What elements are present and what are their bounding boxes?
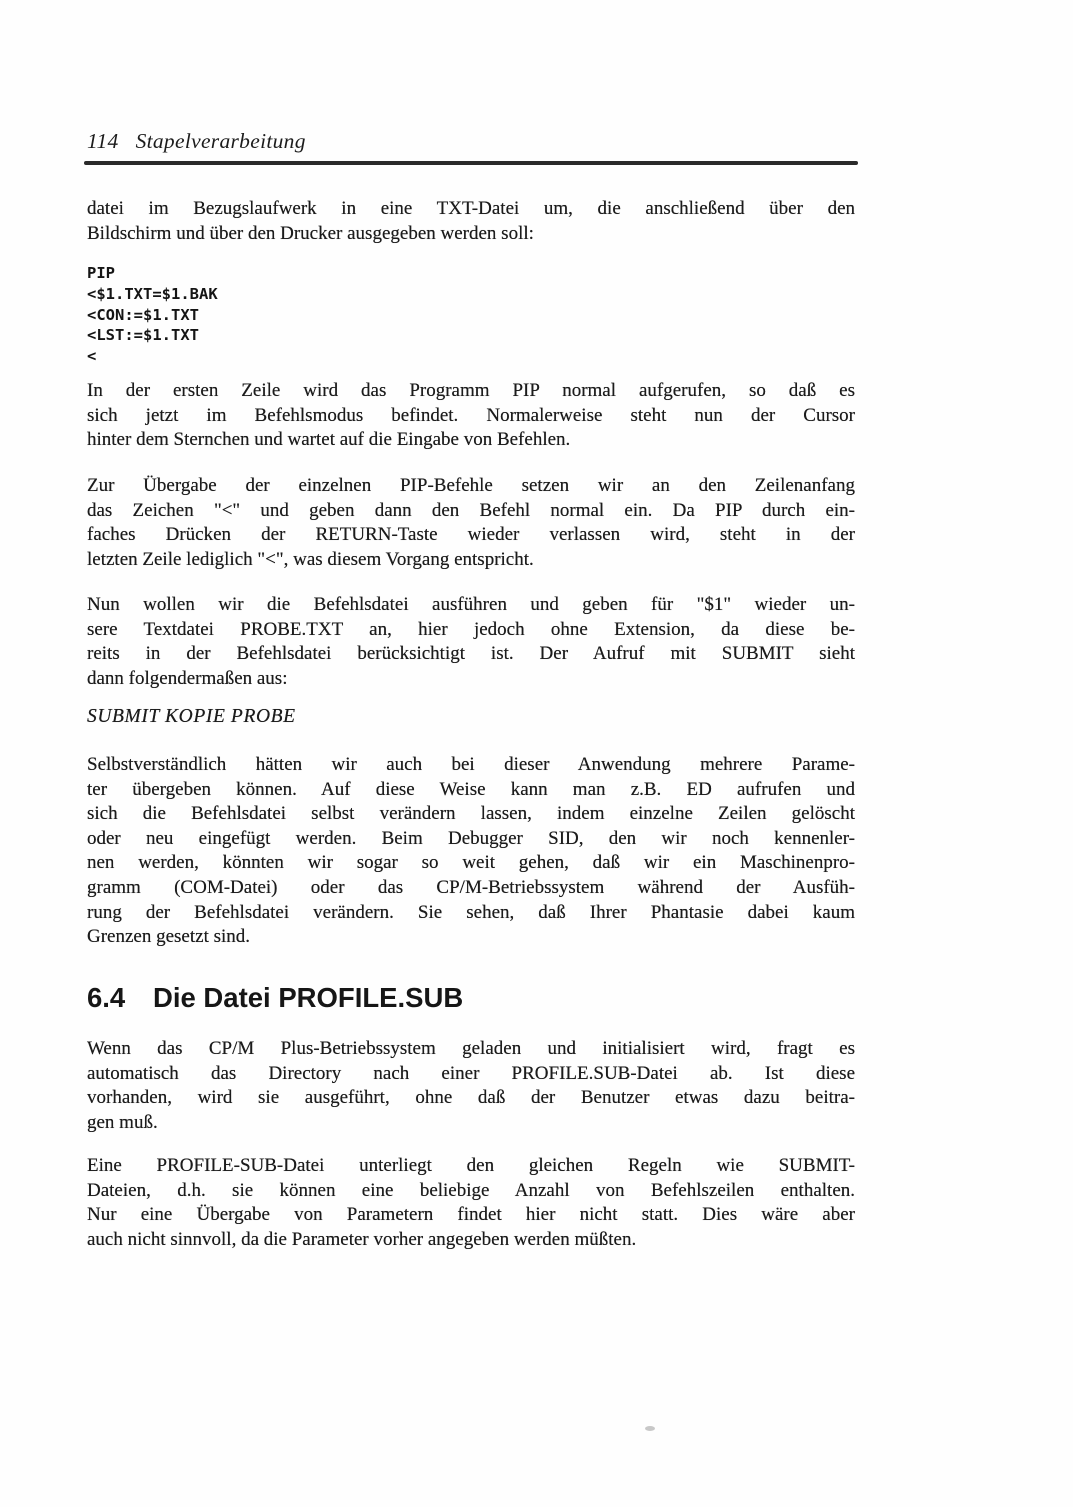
text-line: <LST:=$1.TXT xyxy=(87,326,199,345)
header-rule xyxy=(84,161,858,165)
text-line: sich die Befehlsdatei selbst verändern lassen, indem einzelne Zeilen gelöscht xyxy=(87,803,855,825)
text-line: gramm (COM-Datei) oder das CP/M-Betriebssystem während der Ausfüh- xyxy=(87,876,855,898)
text-line: rung der Befehlsdatei verändern. Sie sehen, daß Ihrer Phantasie dabei kaum xyxy=(87,901,855,923)
pip-code-block xyxy=(87,263,855,367)
paragraph-profile-sub xyxy=(87,1037,855,1135)
text-line: auch nicht sinnvoll, da die Parameter vorher angegeben werden müßten. xyxy=(87,1228,637,1250)
text-line: Eine PROFILE-SUB-Datei unterliegt den gleichen Regeln wie SUBMIT- xyxy=(87,1155,855,1176)
text-line: sich jetzt im Befehlsmodus befindet. Normalerweise steht nun der Cursor xyxy=(87,404,855,426)
section-heading xyxy=(87,981,855,1015)
paragraph-uebergabe xyxy=(87,474,855,572)
page-number: 114 xyxy=(87,129,119,153)
text-line: Nun wollen wir die Befehlsdatei ausführen und geben für "$1" wieder un- xyxy=(87,594,855,615)
section-number: 6.4 xyxy=(87,982,126,1013)
text-line: Bildschirm und über den Drucker ausgegeben werden soll: xyxy=(87,222,534,244)
text-line: ter übergeben können. Auf diese Weise kann man z.B. ED aufrufen und xyxy=(87,778,855,800)
text-line: reits in der Befehlsdatei berücksichtigt ist. Der Aufruf mit SUBMIT sieht xyxy=(87,643,855,665)
submit-command-line: SUBMIT KOPIE PROBE xyxy=(87,706,296,727)
text-line: Grenzen gesetzt sind. xyxy=(87,926,251,948)
text-line: dann folgendermaßen aus: xyxy=(87,667,288,689)
text-line: <$1.TXT=$1.BAK xyxy=(87,284,218,303)
text-line: PIP xyxy=(87,264,115,282)
text-line: letzten Zeile lediglich "<", was diesem Vorgang entspricht. xyxy=(87,548,534,570)
text-line: In der ersten Zeile wird das Programm PIP normal aufgerufen, so daß es xyxy=(87,380,855,401)
text-line: Selbstverständlich hätten wir auch bei dieser Anwendung mehrere Parame- xyxy=(87,754,855,775)
chapter-title: Stapelverarbeitung xyxy=(135,129,306,153)
paragraph-pip-explanation xyxy=(87,379,855,453)
text-line: < xyxy=(87,347,97,366)
scan-speck xyxy=(645,1426,655,1431)
text-line: sere Textdatei PROBE.TXT an, hier jedoch ohne Extension, da diese be- xyxy=(87,618,855,640)
text-line: Wenn das CP/M Plus-Betriebssystem geladen und initialisiert wird, fragt es xyxy=(87,1038,855,1059)
text-line: Dateien, d.h. sie können eine beliebige Anzahl von Befehlszeilen enthalten. xyxy=(87,1179,855,1201)
text-line: Zur Übergabe der einzelnen PIP-Befehle setzen wir an den Zeilenanfang xyxy=(87,475,855,496)
paragraph-parameter xyxy=(87,753,855,950)
text-line: gen muß. xyxy=(87,1111,158,1133)
text-line: hinter dem Sternchen und wartet auf die Eingabe von Befehlen. xyxy=(87,429,571,451)
paragraph-befehlsdatei xyxy=(87,593,855,691)
section-title: Die Datei PROFILE.SUB xyxy=(153,982,464,1013)
paragraph-intro xyxy=(87,197,855,246)
text-line: <CON:=$1.TXT xyxy=(87,305,199,324)
text-line: oder neu eingefügt werden. Beim Debugger SID, den wir noch kennenler- xyxy=(87,827,855,849)
text-line: das Zeichen "<" und geben dann den Befehl normal ein. Da PIP durch ein- xyxy=(87,499,855,521)
page-header xyxy=(87,126,855,156)
text-line: automatisch das Directory nach einer PROFILE.SUB-Datei ab. Ist diese xyxy=(87,1062,855,1084)
text-line: Nur eine Übergabe von Parametern findet hier nicht statt. Dies wäre aber xyxy=(87,1204,855,1226)
text-line: nen werden, könnten wir sogar so weit gehen, daß wir ein Maschinenpro- xyxy=(87,852,855,874)
text-line: faches Drücken der RETURN-Taste wieder verlassen wird, steht in der xyxy=(87,524,855,546)
paragraph-profile-regeln xyxy=(87,1154,855,1252)
text-line: datei im Bezugslaufwerk in eine TXT-Datei um, die anschließend über den xyxy=(87,198,855,219)
text-line: vorhanden, wird sie ausgeführt, ohne daß der Benutzer etwas dazu beitra- xyxy=(87,1087,855,1109)
